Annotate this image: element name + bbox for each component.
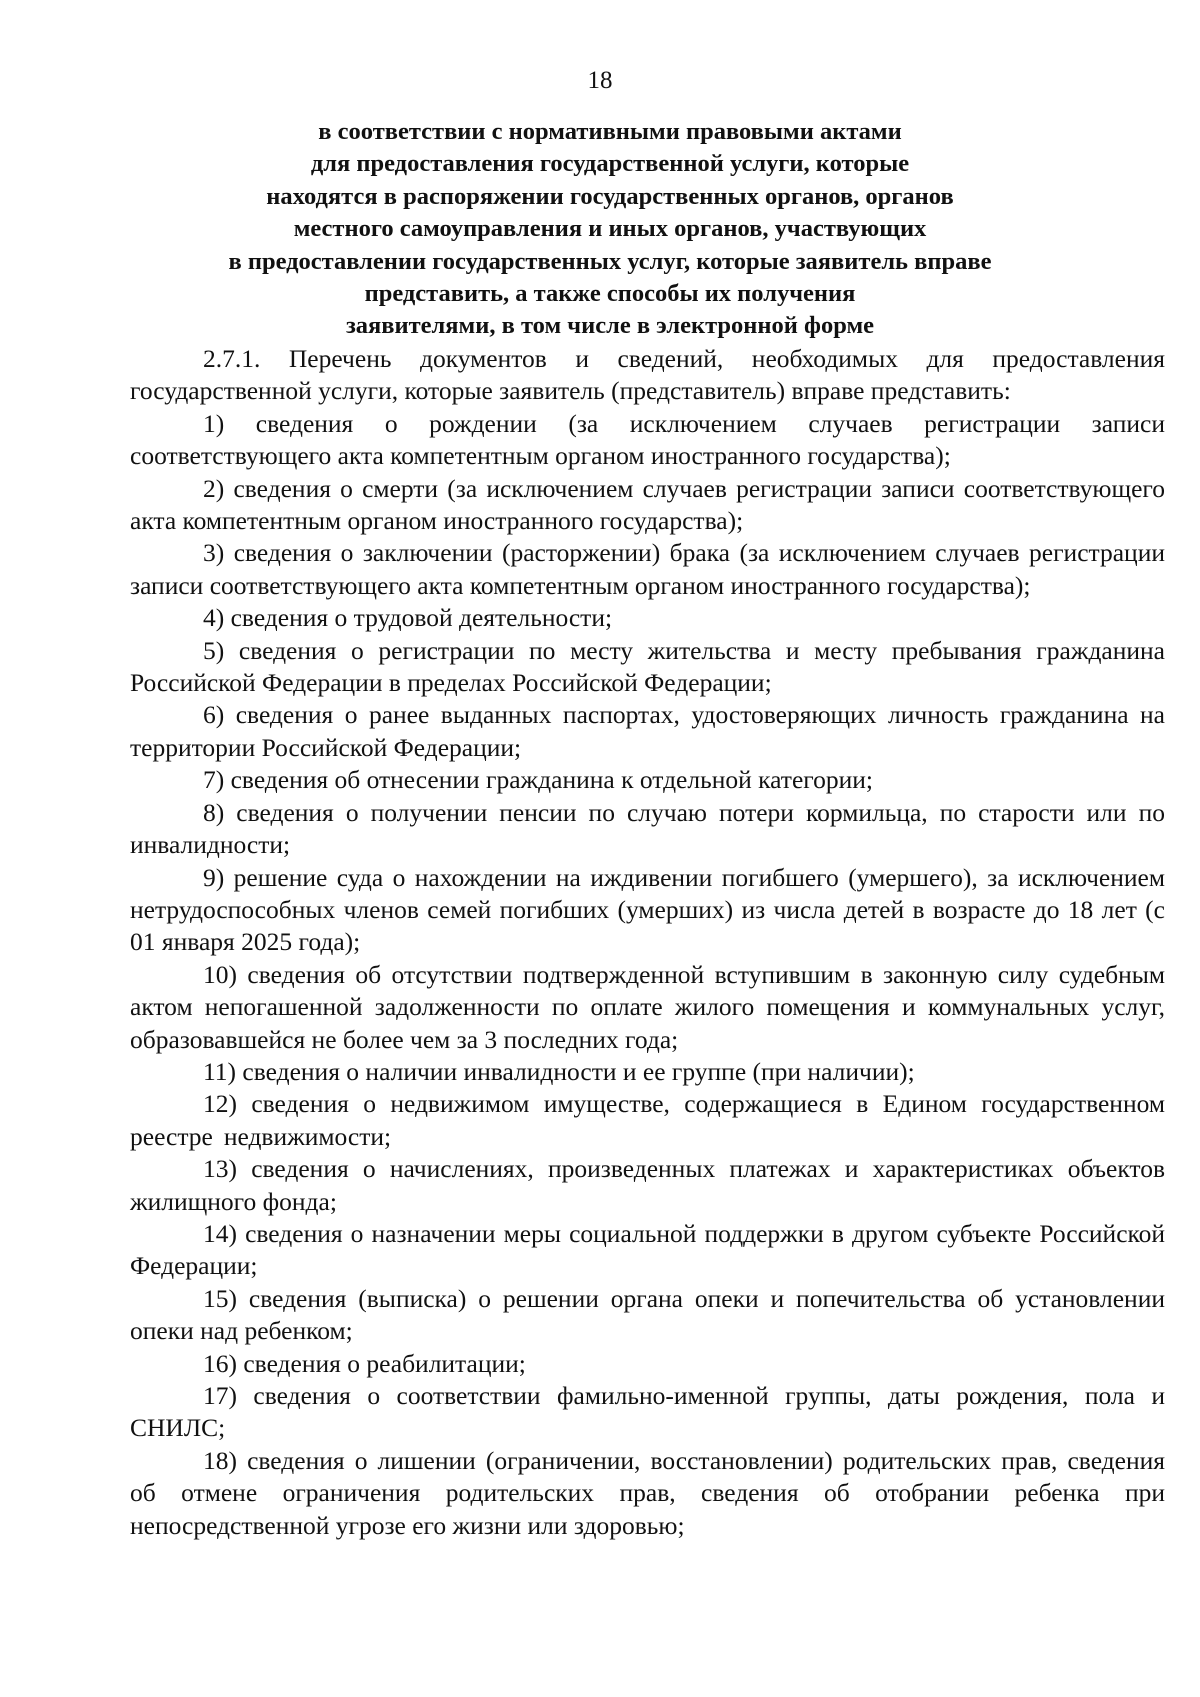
list-item-14: 14) сведения о назначении меры социальной поддержки в другом субъекте Российской Федерации; — [130, 1218, 1165, 1281]
heading-line: заявителями, в том числе в электронной форме — [345, 312, 875, 340]
list-item-6: 6) сведения о ранее выданных паспортах, удостоверяющих личность гражданина на территории Российской Федерации; — [130, 700, 1165, 762]
list-item-15: 15) сведения (выписка) о решении органа опеки и попечительства об установлении опеки над ребенком; — [130, 1283, 1165, 1346]
list-item-18: 18) сведения о лишении (ограничении, восстановлении) родительских прав, сведения об отмене ограничения родительских прав, сведения об отобрании ребенка при непосредственной угрозе его жизни или здоровью; — [130, 1445, 1165, 1540]
heading-line: находятся в распоряжении государственных органов, органов — [266, 182, 954, 210]
heading-line: в предоставлении государственных услуг, которые заявитель вправе — [228, 247, 992, 275]
document-body — [130, 343, 1165, 1542]
intro-paragraph: 2.7.1. Перечень документов и сведений, необходимых для предоставления государственной услуги, которые заявитель (представитель) вправе представить: — [130, 344, 1165, 406]
list-item-9: 9) решение суда о нахождении на иждивении погибшего (умершего), за исключением нетрудоспособных членов семей погибших (умерших) из числа детей в возрасте до 18 лет (с 01 января 2025 года); — [130, 862, 1165, 957]
heading-line: представить, а также способы их получения — [364, 280, 856, 308]
heading-line: для предоставления государственной услуги, которые — [310, 150, 910, 178]
list-item-10: 10) сведения об отсутствии подтвержденной вступившим в законную силу судебным актом непогашенной задолженности по оплате жилого помещения и коммунальных услуг, образовавшейся не более чем за 3 последних года; — [130, 959, 1165, 1054]
list-item-17: 17) сведения о соответствии фамильно-именной группы, даты рождения, пола и СНИЛС; — [130, 1381, 1165, 1443]
list-item-12: 12) сведения о недвижимом имуществе, содержащиеся в Едином государственном реестре недвижимости; — [130, 1089, 1165, 1151]
list-item-3: 3) сведения о заключении (расторжении) брака (за исключением случаев регистрации записи соответствующего акта компетентным органом иностранного государства); — [130, 538, 1165, 600]
heading-line: местного самоуправления и иных органов, участвующих — [293, 215, 927, 243]
list-item-7: 7) сведения об отнесении гражданина к отдельной категории; — [203, 765, 873, 795]
section-heading — [130, 116, 1090, 343]
list-item-5: 5) сведения о регистрации по месту жительства и месту пребывания гражданина Российской Федерации в пределах Российской Федерации; — [130, 635, 1165, 698]
list-item-8: 8) сведения о получении пенсии по случаю потери кормильца, по старости или по инвалидности; — [130, 797, 1165, 860]
list-item-16: 16) сведения о реабилитации; — [203, 1348, 526, 1378]
list-item-13: 13) сведения о начислениях, произведенных платежах и характеристиках объектов жилищного фонда; — [130, 1154, 1165, 1216]
page-number: 18 — [587, 67, 613, 94]
list-item-2: 2) сведения о смерти (за исключением случаев регистрации записи соответствующего акта компетентным органом иностранного государства); — [130, 473, 1165, 536]
list-item-4: 4) сведения о трудовой деятельности; — [203, 603, 613, 633]
list-item-1: 1) сведения о рождении (за исключением случаев регистрации записи соответствующего акта компетентным органом иностранного государства); — [130, 408, 1165, 471]
heading-line: в соответствии с нормативными правовыми актами — [318, 118, 902, 145]
list-item-11: 11) сведения о наличии инвалидности и ее группе (при наличии); — [203, 1056, 915, 1086]
